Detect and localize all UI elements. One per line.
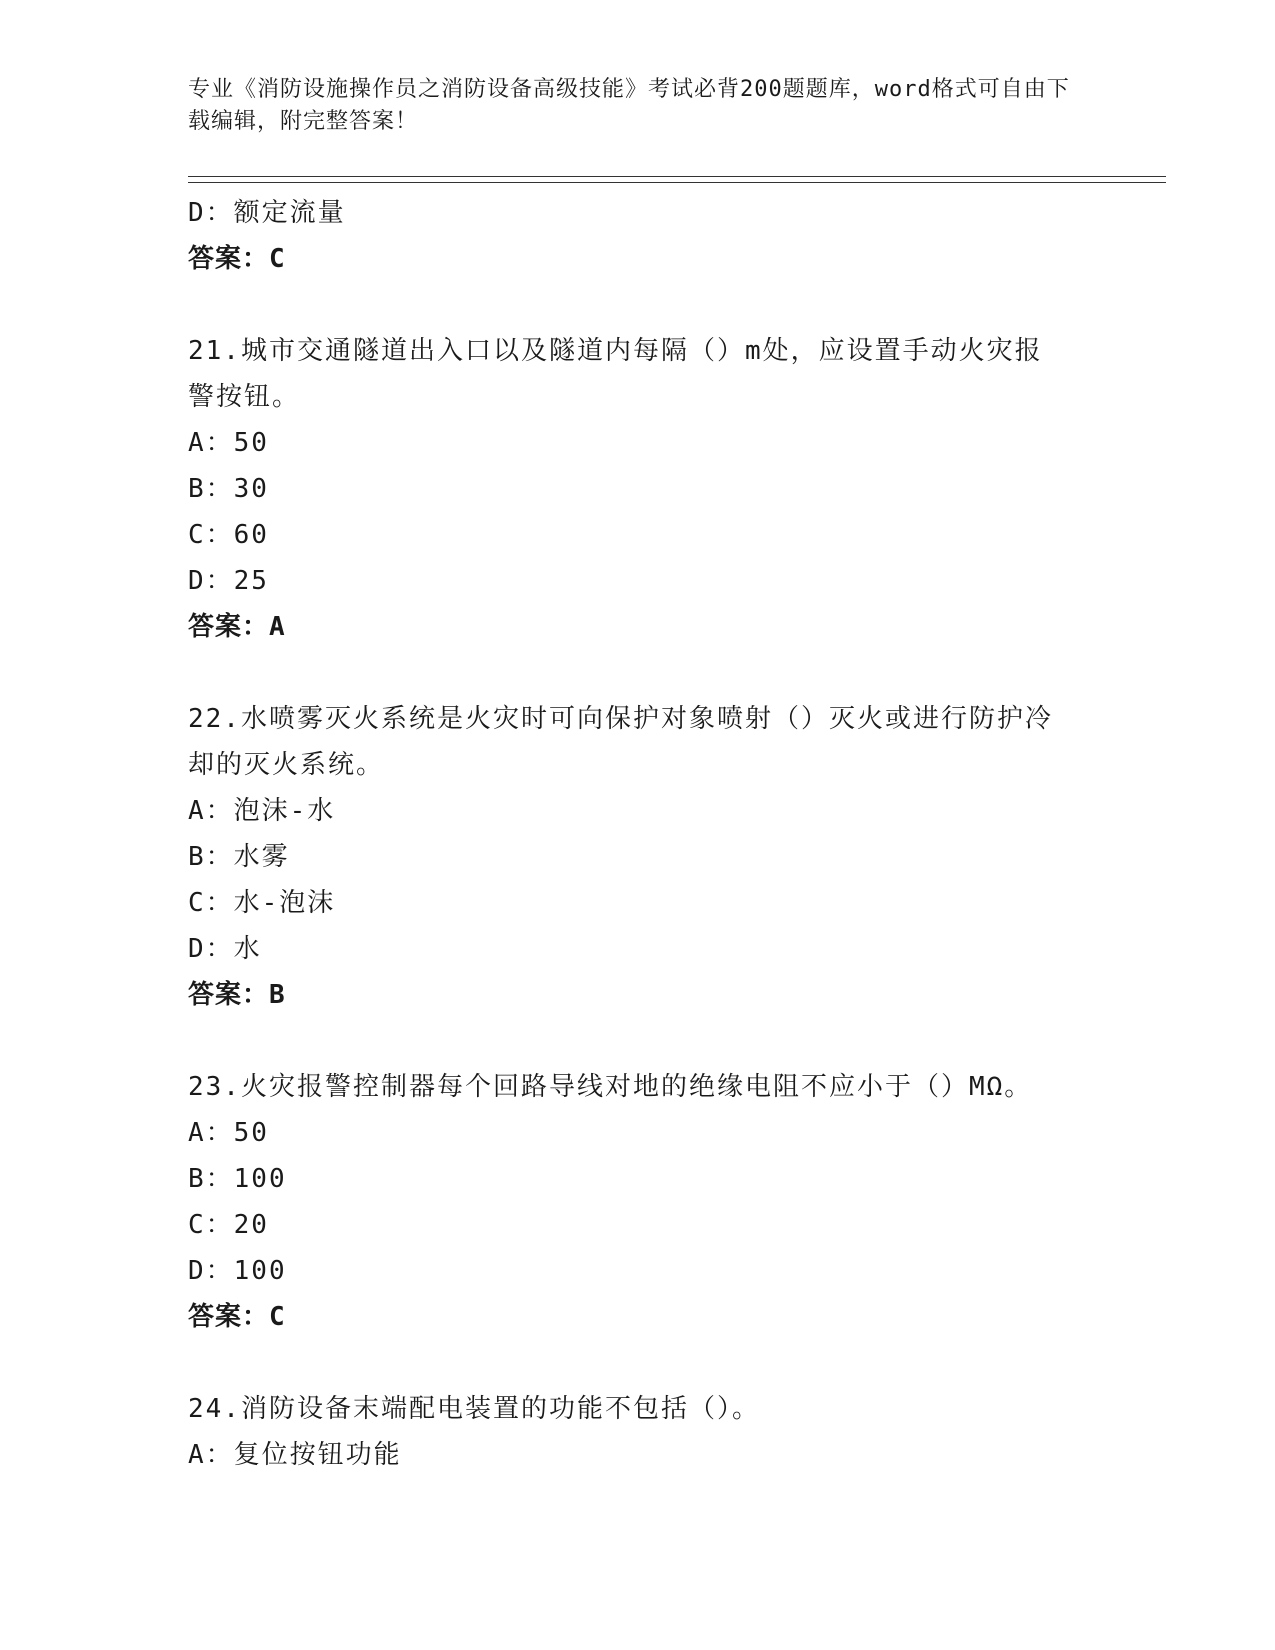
header-rule-top xyxy=(188,176,1166,177)
header-rule-bottom xyxy=(188,182,1166,183)
answer-line: 答案：B xyxy=(188,980,286,1010)
answer-line: 答案：A xyxy=(188,612,286,642)
option-d: D：25 xyxy=(188,566,269,596)
option-a: A：复位按钮功能 xyxy=(188,1440,402,1470)
answer-line: 答案：C xyxy=(188,244,286,274)
option-a: A：泡沫-水 xyxy=(188,796,336,826)
spacer xyxy=(188,1340,1088,1386)
question-stem: 21.城市交通隧道出入口以及隧道内每隔（）m处，应设置手动火灾报 xyxy=(188,336,1043,366)
option-a: A：50 xyxy=(188,428,269,458)
option-b: B：30 xyxy=(188,474,269,504)
option-a: A：50 xyxy=(188,1118,269,1148)
option-b: B：水雾 xyxy=(188,842,290,872)
document-header: 专业《消防设施操作员之消防设备高级技能》考试必背200题题库，word格式可自由下载编辑，附完整答案！ xyxy=(188,77,1070,134)
question-list xyxy=(188,190,1088,1478)
question-stem-cont: 警按钮。 xyxy=(188,382,301,412)
question-stem: 23.火灾报警控制器每个回路导线对地的绝缘电阻不应小于（）MΩ。 xyxy=(188,1072,1033,1102)
option-c: C：水-泡沫 xyxy=(188,888,336,918)
spacer xyxy=(188,1018,1088,1064)
option-d: D：额定流量 xyxy=(188,198,346,228)
answer-line: 答案：C xyxy=(188,1302,286,1332)
question-stem: 24.消防设备末端配电装置的功能不包括（）。 xyxy=(188,1394,760,1424)
option-c: C：60 xyxy=(188,520,269,550)
spacer xyxy=(188,650,1088,696)
question-stem: 22.水喷雾灭火系统是火灾时可向保护对象喷射（）灭火或进行防护冷 xyxy=(188,704,1053,734)
option-d: D：水 xyxy=(188,934,262,964)
option-c: C：20 xyxy=(188,1210,269,1240)
option-b: B：100 xyxy=(188,1164,287,1194)
question-stem-cont: 却的灭火系统。 xyxy=(188,750,385,780)
option-d: D：100 xyxy=(188,1256,287,1286)
spacer xyxy=(188,282,1088,328)
